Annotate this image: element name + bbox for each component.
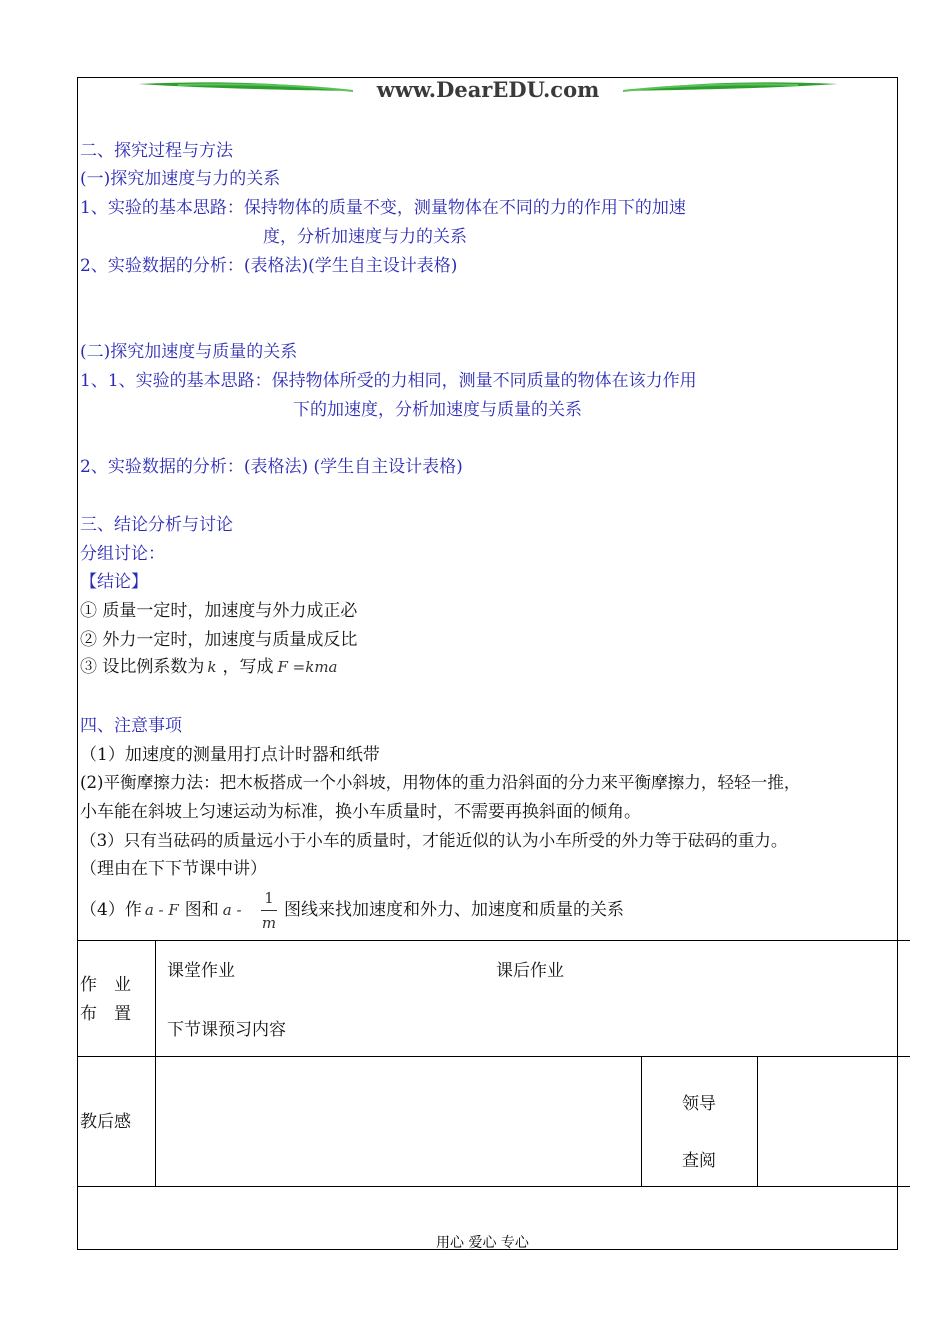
section-2-item-3-line-1: 1、1、实验的基本思路：保持物体所受的力相同，测量不同质量的物体在该力作用	[80, 371, 697, 391]
next-lesson-preview: 下节课预习内容	[167, 1020, 286, 1040]
formula-a-f: a - F	[144, 901, 179, 919]
fraction-numerator: 1	[264, 889, 274, 907]
leader-review-line-1: 领导	[682, 1094, 716, 1114]
homework-label-line-1: 作 业	[80, 975, 131, 995]
conclusion-1: ① 质量一定时，加速度与外力成正必	[80, 601, 358, 621]
table-col-divider-3	[757, 1056, 758, 1186]
fraction-bar	[261, 910, 277, 911]
table-col-divider-2	[641, 1056, 642, 1186]
section-2-item-4: 2、实验数据的分析：(表格法) (学生自主设计表格)	[80, 457, 463, 477]
conclusion-label: 【结论】	[80, 572, 148, 592]
note-3-line-2: （理由在下下节课中讲）	[80, 859, 267, 879]
section-2-heading: 二、探究过程与方法	[80, 141, 233, 161]
section-3-heading: 三、结论分析与讨论	[80, 515, 233, 535]
note-4-suffix: 图线来找加速度和外力、加速度和质量的关系	[284, 900, 624, 920]
leader-review-line-2: 查阅	[682, 1151, 716, 1171]
fraction-denominator: m	[261, 914, 277, 932]
formula-f-kma: F =kma	[277, 658, 338, 676]
note-2-line-2: 小车能在斜坡上匀速运动为标准，换小车质量时，不需要再换斜面的倾角。	[80, 802, 641, 822]
section-2-sub-1: (一)探究加速度与力的关系	[80, 169, 281, 189]
homework-label-line-2: 布 置	[80, 1004, 131, 1024]
group-discussion-label: 分组讨论：	[80, 544, 165, 564]
section-2-sub-2: (二)探究加速度与质量的关系	[80, 342, 298, 362]
section-2-item-2: 2、实验数据的分析：(表格法)(学生自主设计表格)	[80, 256, 458, 276]
dearedu-banner-logo	[138, 76, 838, 102]
table-line-mid	[77, 1056, 910, 1057]
formula-a-minus: a -	[222, 901, 242, 919]
table-line-top	[77, 940, 910, 941]
after-class-homework: 课后作业	[496, 961, 564, 981]
conclusion-3-text: ③ 设比例系数为	[80, 657, 205, 677]
class-homework: 课堂作业	[167, 961, 235, 981]
section-2-item-1-line-1: 1、实验的基本思路：保持物体的质量不变，测量物体在不同的力的作用下的加速	[80, 198, 686, 218]
note-4-mid: 图和	[184, 900, 219, 920]
conclusion-3-write: ，写成	[222, 657, 274, 677]
conclusion-3	[80, 656, 338, 678]
footer-text: 用心 爱心 专心	[436, 1235, 529, 1251]
banner-text: www.DearEDU.com	[376, 77, 600, 102]
note-3-line-1: （3）只有当砝码的质量远小于小车的质量时，才能近似的认为小车所受的外力等于砝码的重力。	[80, 831, 788, 850]
teaching-reflection-label: 教后感	[80, 1112, 131, 1132]
note-1: （1）加速度的测量用打点计时器和纸带	[80, 745, 380, 765]
section-2-item-3-line-2: 下的加速度，分析加速度与质量的关系	[293, 400, 582, 420]
symbol-k: k	[207, 658, 217, 676]
table-col-divider-1	[155, 940, 156, 1186]
note-4-prefix: （4）作	[80, 900, 142, 920]
section-2-item-1-line-2: 度，分析加速度与力的关系	[263, 227, 467, 247]
note-2-line-1: (2)平衡摩擦力法：把木板搭成一个小斜坡，用物体的重力沿斜面的分力来平衡摩擦力，轻轻一推，	[80, 773, 801, 792]
table-line-bottom	[77, 1186, 910, 1187]
note-4	[80, 899, 242, 921]
conclusion-2: ② 外力一定时，加速度与质量成反比	[80, 630, 358, 650]
section-4-heading: 四、注意事项	[80, 716, 182, 736]
